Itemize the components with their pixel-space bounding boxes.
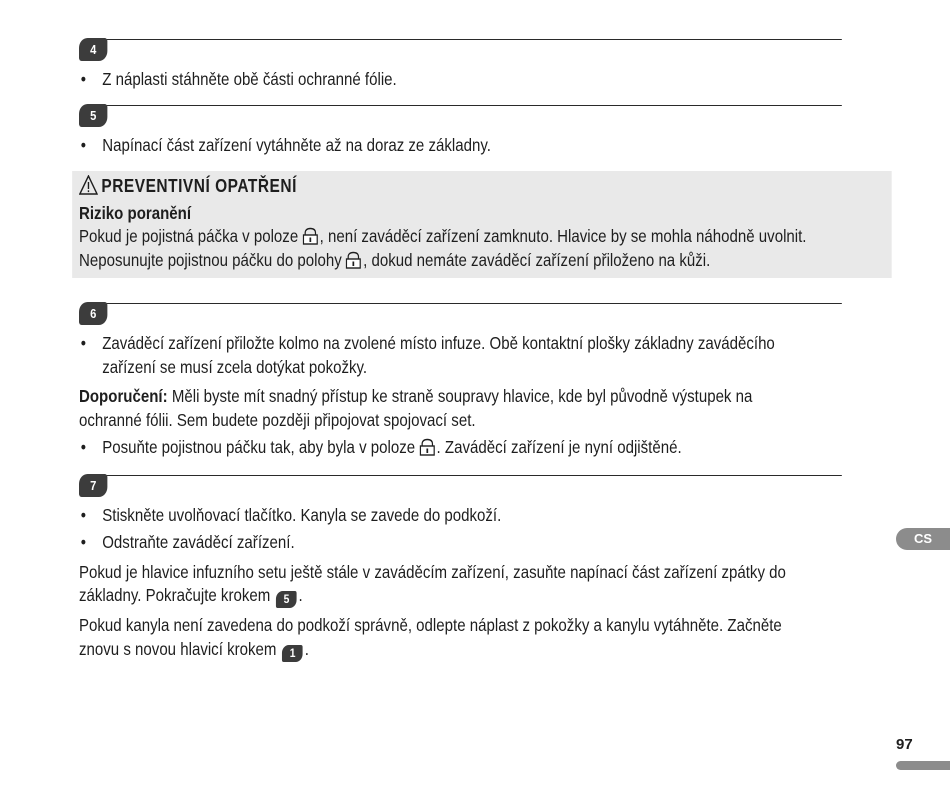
step-number-badge: 7 — [79, 474, 107, 497]
step-reference-badge: 5 — [276, 591, 297, 608]
recommendation-label: Doporučení: — [79, 386, 168, 406]
caution-paragraph: Pokud je pojistná páčka v poloze , není zaváděcí zařízení zamknuto. Hlavice by se mohla náhodně uvolnit. — [79, 226, 807, 246]
bullet-item: • Stiskněte uvolňovací tlačítko. Kanyla se zavede do podkoží. — [79, 504, 793, 528]
caution-box — [72, 171, 892, 278]
step-6 — [79, 302, 793, 460]
caution-paragraph: Neposunujte pojistnou páčku do polohy , dokud nemáte zaváděcí zařízení přiloženo na kůži. — [79, 249, 711, 270]
instructions — [79, 38, 807, 662]
bullet-item: • Z náplasti stáhněte obě části ochranné fólie. — [79, 68, 793, 92]
bullet-item: • Zaváděcí zařízení přiložte kolmo na zvolené místo infuze. Obě kontaktní plošky základny zaváděcího zařízení se musí zcela dotýkat pokožky. — [79, 332, 793, 379]
step-divider — [94, 475, 841, 476]
lock-open-icon — [419, 438, 436, 456]
caution-subtitle: Riziko poranění — [79, 202, 192, 223]
caution-title-row — [79, 175, 885, 202]
page-footer-bar — [896, 761, 950, 770]
step-number-badge: 5 — [79, 104, 107, 127]
step-4 — [79, 38, 793, 92]
lock-open-icon — [346, 251, 363, 269]
caution-title: PREVENTIVNÍ OPATŘENÍ — [101, 176, 297, 196]
bullet-item: • Napínací část zařízení vytáhněte až na doraz ze základny. — [79, 134, 793, 158]
warning-triangle-icon — [79, 175, 101, 202]
step-divider — [94, 39, 841, 40]
paragraph: Pokud je hlavice infuzního setu ještě stále v zaváděcím zařízení, zasuňte napínací část zařízení zpátky do základny. Pokračujte krokem 5 . — [79, 561, 786, 606]
bullet-item: • Odstraňte zaváděcí zařízení. — [79, 531, 793, 555]
step-number-badge: 6 — [79, 302, 107, 325]
paragraph: Pokud kanyla není zavedena do podkoží správně, odlepte náplast z pokožky a kanylu vytáhněte. Začněte znovu s novou hlavicí krokem 1 . — [79, 615, 782, 660]
step-7 — [79, 474, 793, 662]
step-divider — [94, 303, 841, 304]
step-divider — [94, 105, 841, 106]
bullet-item: • Posuňte pojistnou páčku tak, aby byla v poloze . Zaváděcí zařízení je nyní odjištěné. — [79, 436, 793, 460]
step-reference-badge: 1 — [282, 645, 303, 662]
recommendation: Doporučení: Měli byste mít snadný přístup ke straně soupravy hlavice, kde byl původně výstupek na ochranné fólii. Sem budete později připojovat spojovací set. — [79, 386, 753, 430]
step-number-badge: 4 — [79, 38, 107, 61]
lock-open-icon — [302, 227, 319, 245]
language-tab: CS — [896, 528, 950, 550]
page-number: 97 — [896, 736, 913, 753]
step-5 — [79, 104, 793, 158]
